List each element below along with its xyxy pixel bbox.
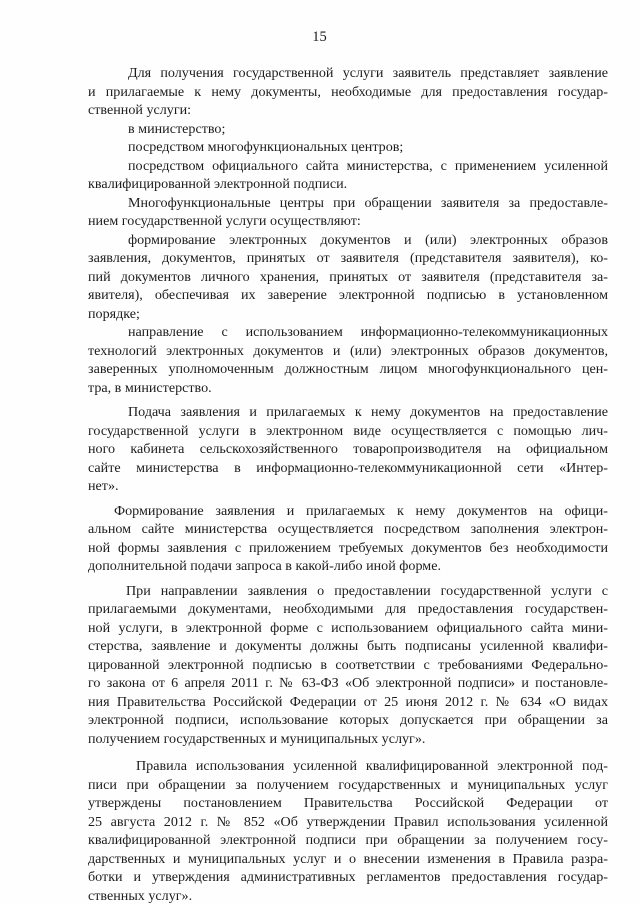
text-line: сайте министерства в информационно-телекоммуникационной сети «Интер- bbox=[88, 459, 608, 476]
text-line: посредством многофункциональных центров; bbox=[128, 139, 404, 155]
paragraph-mfc-forming bbox=[88, 231, 608, 324]
text-line: ной услуги, в электронной форме с использованием официального сайта мини- bbox=[88, 619, 608, 636]
paragraph-submission-intro bbox=[88, 64, 608, 120]
text-line: цированной электронной подписью в соответствии с требованиями Федерально- bbox=[88, 656, 608, 673]
paragraph-electronic-forming bbox=[88, 502, 608, 576]
text-line: го закона от 6 апреля 2011 г. № 63-ФЗ «Об электронной подписи» и постановле- bbox=[88, 675, 608, 691]
text-line: ботки и утверждения административных регламентов предоставления государ- bbox=[88, 869, 608, 885]
paragraph-electronic-submission bbox=[88, 403, 608, 496]
text-line: альном сайте министерства осуществляется посредством заполнения электрон- bbox=[88, 521, 608, 537]
text-line: 25 августа 2012 г. № 852 «Об утверждении Правил использования усиленной bbox=[88, 813, 608, 830]
text-line: ственных услуг». bbox=[88, 887, 193, 904]
text-line: писи при обращении за получением государственных и муниципальных услуг bbox=[88, 776, 608, 793]
text-line: ния Правительства Российской Федерации от 25 июня 2012 г. № 634 «О видах bbox=[88, 693, 608, 710]
page-number: 15 bbox=[312, 29, 327, 45]
paragraph-channel-mfc bbox=[88, 138, 608, 157]
text-line: квалифицированной электронной подписи при обращении за получением госу- bbox=[88, 832, 608, 848]
paragraph-signature-rules bbox=[88, 757, 608, 905]
text-line: дарственных и муниципальных услуг и о внесении изменения в Правила разра- bbox=[88, 850, 608, 867]
text-line: заявления, документов, принятых от заявителя (представителя заявителя), ко- bbox=[88, 250, 608, 266]
document-body bbox=[88, 64, 608, 905]
text-line: явителя), обеспечивая их заверение электронной подписью в установленном bbox=[88, 287, 608, 303]
text-line: Многофункциональные центры при обращении заявителя за предоставле- bbox=[128, 194, 608, 211]
paragraph-channel-website bbox=[88, 157, 608, 194]
paragraph-channel-ministry bbox=[88, 120, 608, 139]
text-line: и прилагаемые к нему документы, необходимые для предоставления государ- bbox=[88, 83, 608, 100]
text-line: нием государственной услуги осуществляют: bbox=[88, 213, 361, 229]
text-line: ного кабинета сельскохозяйственного товаропроизводителя на официальном bbox=[88, 441, 608, 457]
text-line: стерства, заявление и документы должны быть подписаны усиленной квалифи- bbox=[88, 638, 608, 654]
text-line: посредством официального сайта министерства, с применением усиленной bbox=[128, 157, 608, 174]
paragraph-signature-requirement bbox=[88, 582, 608, 749]
text-line: порядке; bbox=[88, 305, 140, 322]
text-line: дополнительной подачи запроса в какой-либо иной форме. bbox=[88, 558, 442, 574]
text-line: Для получения государственной услуги заявитель представляет заявление bbox=[128, 65, 608, 81]
text-line: государственной услуги в электронном виде осуществляется с помощью лич- bbox=[88, 422, 608, 439]
text-line: технологий электронных документов и (или) электронных образов документов, bbox=[88, 342, 608, 359]
text-line: ной формы заявления с приложением требуемых документов без необходимости bbox=[88, 539, 608, 556]
text-line: ственной услуги: bbox=[88, 102, 192, 118]
text-line: заверенных уполномоченным должностным лицом многофункционального цен- bbox=[88, 361, 608, 377]
text-line: утверждены постановлением Правительства Российской Федерации от bbox=[88, 795, 608, 811]
paragraph-mfc-sending bbox=[88, 323, 608, 397]
text-line: направление с использованием информационно-телекоммуникационных bbox=[128, 324, 608, 340]
text-line: прилагаемыми документами, необходимыми для предоставления государствен- bbox=[88, 601, 608, 617]
text-line: Правила использования усиленной квалифицированной электронной под- bbox=[136, 758, 608, 774]
text-line: квалифицированной электронной подписи. bbox=[88, 176, 348, 192]
text-line: электронной подписи, использование которых допускается при обращении за bbox=[88, 712, 608, 728]
text-line: пий документов личного хранения, принятых от заявителя (представителя за- bbox=[88, 268, 608, 285]
text-line: формирование электронных документов и (или) электронных образов bbox=[128, 231, 608, 248]
text-line: нет». bbox=[88, 478, 119, 494]
text-line: Подача заявления и прилагаемых к нему документов на предоставление bbox=[128, 404, 608, 420]
text-line: в министерство; bbox=[128, 120, 226, 137]
text-line: получением государственных и муниципальных услуг». bbox=[88, 730, 426, 747]
text-line: тра, в министерство. bbox=[88, 379, 212, 396]
paragraph-mfc-intro bbox=[88, 194, 608, 231]
text-line: При направлении заявления о предоставлении государственной услуги с bbox=[126, 582, 608, 599]
text-line: Формирование заявления и прилагаемых к нему документов на офици- bbox=[114, 502, 608, 519]
